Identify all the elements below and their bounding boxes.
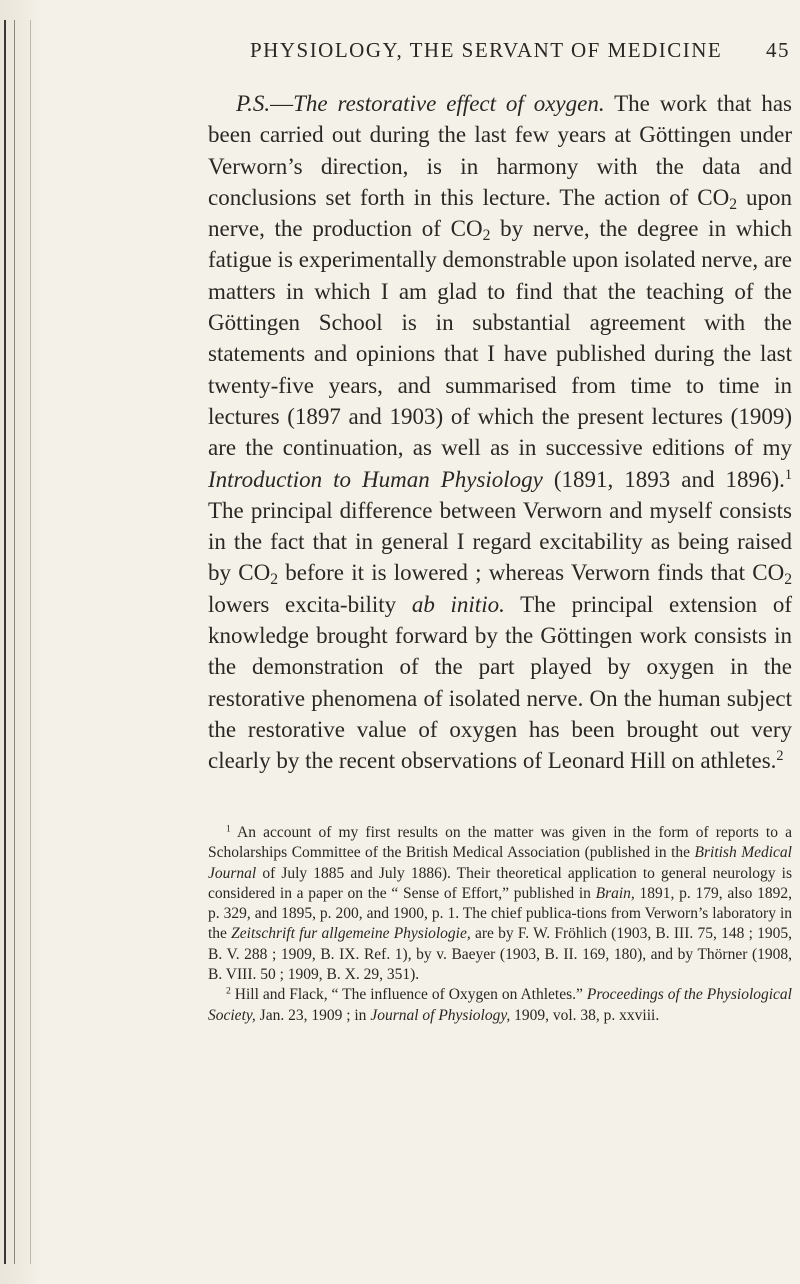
- binding-line: [14, 20, 15, 1264]
- ps-dash: —: [270, 91, 294, 116]
- book-title: Introduction to Human Physiology: [208, 466, 543, 492]
- ps-title: The restorative effect of oxygen.: [293, 91, 605, 116]
- latin-phrase: ab initio.: [411, 591, 505, 617]
- subscript: 2: [482, 227, 491, 245]
- footnote-reference[interactable]: 2: [776, 748, 784, 765]
- journal-title: British Medical Journal: [208, 844, 792, 882]
- main-text: [208, 88, 792, 777]
- postscript-paragraph: [208, 88, 792, 777]
- text-span: (1891, 1893 and 1896).: [542, 466, 785, 492]
- running-header: [250, 38, 790, 68]
- binding-line: [4, 20, 6, 1264]
- text-span: The work that has been carried out during the last few years at Göttingen under Verworn’s direction, is in harmony with the data and conclusions set forth in this lecture. The action of CO: [208, 91, 792, 210]
- binding-line: [30, 20, 31, 1264]
- footnote-1: [208, 823, 792, 985]
- text-span: before it is lowered ; whereas Verworn finds that CO: [278, 560, 785, 586]
- journal-title: Brain,: [595, 884, 635, 902]
- text-span: Jan. 23, 1909 ; in: [255, 1006, 371, 1024]
- text-span: of July 1885 and July 1886). Their theoretical application to general neurology is considered in a paper on the “ Sense of Effort,” published in: [208, 864, 792, 902]
- footnotes: [208, 823, 792, 1026]
- text-span: are by F. W. Fröhlich (1903, B. III. 75, 148 ; 1905, B. V. 288 ; 1909, B. IX. Ref. 1), by v. Baeyer (1903, B. II. 169, 180), and by Thörner (1908, B. VIII. 50 ; 1909, B. X. 29, 351).: [208, 925, 792, 984]
- journal-title: Proceedings of the Physiological Society,: [208, 986, 792, 1024]
- journal-title: Zeitschrift fur allgemeine Physiologie,: [231, 925, 471, 943]
- subscript: 2: [729, 195, 738, 213]
- footnote-2: [208, 985, 792, 1026]
- footnote-mark: 1: [226, 823, 231, 835]
- text-span: The principal extension of knowledge brought forward by the Göttingen work consists in the demonstration of the part played by oxygen in the restorative phenomena of isolated nerve. On the human subject the restorative value of oxygen has been brought out very clearly by the recent observations of Leonard Hill on athletes.: [208, 591, 792, 774]
- text-span: by nerve, the degree in which fatigue is experimentally demonstrable upon isolated nerve, are matters in which I am glad to find that the teaching of the Göttingen School is in substantial agreement with the statements and opinions that I have published during the last twenty-five years, and summarised from time to time in lectures (1897 and 1903) of which the present lectures (1909) are the continuation, as well as in successive editions of my: [208, 216, 792, 461]
- running-title: PHYSIOLOGY, THE SERVANT OF MEDICINE: [250, 38, 723, 62]
- ps-label: P.S.: [236, 91, 271, 116]
- page-number: 45: [766, 38, 790, 62]
- text-span: The principal difference between Verworn and myself consists in the fact that in general I regard excitability as being raised by CO: [208, 497, 792, 586]
- text-span: upon nerve, the production of CO: [208, 184, 793, 242]
- subscript: 2: [270, 571, 278, 589]
- journal-title: Journal of Physiology,: [370, 1006, 511, 1024]
- footnote-mark: 2: [226, 986, 231, 998]
- text-span: Hill and Flack, “ The influence of Oxygen on Athletes.”: [230, 986, 587, 1004]
- page-binding-edge: [0, 0, 40, 1284]
- text-span: lowers excita-bility: [208, 591, 412, 617]
- text-span: An account of my first results on the matter was given in the form of reports to a Scholarships Committee of the British Medical Association (published in the: [208, 824, 792, 862]
- text-span: 1909, vol. 38, p. xxviii.: [510, 1006, 660, 1024]
- footnote-reference[interactable]: 1: [784, 466, 792, 483]
- text-span: 1891, p. 179, also 1892, p. 329, and 1895, p. 200, and 1900, p. 1. The chief publica-tions from Verworn’s laboratory in the: [208, 884, 792, 943]
- subscript: 2: [784, 571, 793, 589]
